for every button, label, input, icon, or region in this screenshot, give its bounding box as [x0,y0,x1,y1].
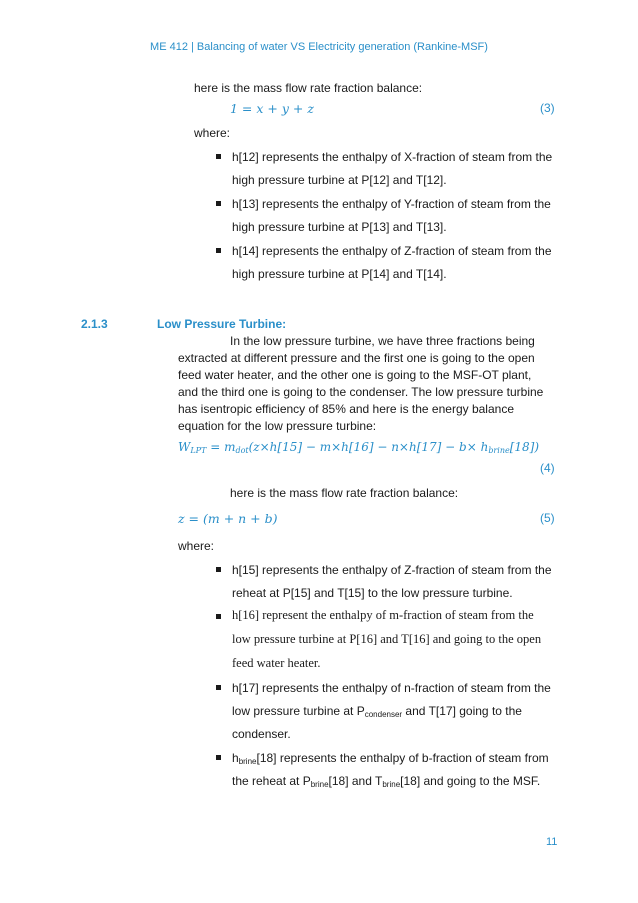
bullet-icon [216,685,221,690]
equation-number: (5) [540,511,555,525]
list-item-continued: low pressure turbine at P[16] and T[16] and going to the open [232,632,542,646]
page-header: ME 412 | Balancing of water VS Electricity generation (Rankine-MSF) [150,41,488,53]
list-item-continued: high pressure turbine at P[13] and T[13]. [232,220,447,234]
list-item-continued: low pressure turbine at $P_{condenser}$ and T[17] going to the [232,704,522,719]
paragraph-line: equation for the low pressure turbine: [178,419,377,433]
list-item-continued: the reheat at $P_{brine}[18]$ and $T_{brine}[18]$ and going to the MSF. [232,774,541,789]
where-label: where: [178,539,215,553]
list-item-continued: feed water heater. [232,656,321,670]
bullet-icon [216,154,221,159]
section-number: 2.1.3 [81,317,108,331]
list-item: h[14] represents the enthalpy of Z-fraction of steam from the [232,244,552,258]
bullet-icon [216,248,221,253]
list-item-continued: high pressure turbine at P[12] and T[12]. [232,173,447,187]
bullet-icon [216,755,221,760]
list-item: h[17] represents the enthalpy of n-fraction of steam from the [232,681,551,695]
paragraph-line: extracted at different pressure and the first one is going to the open [178,351,535,365]
list-item: h[15] represents the enthalpy of Z-fraction of steam from the [232,563,552,577]
list-item: h[13] represents the enthalpy of Y-fraction of steam from the [232,197,551,211]
list-item: h[12] represents the enthalpy of X-fraction of steam from the [232,150,553,164]
list-item: $h_{brine}[18]$ represents the enthalpy of b-fraction of steam from [232,751,549,766]
bullet-icon [216,201,221,206]
equation-number: (3) [540,101,555,115]
paragraph-line: and the third one is going to the condenser. The low pressure turbine [178,385,544,399]
equation-number: (4) [540,461,555,475]
equation-3: 1 = x + y + z [230,101,314,116]
list-item-continued: reheat at P[15] and T[15] to the low pressure turbine. [232,586,513,600]
section-title: Low Pressure Turbine: [157,317,287,331]
bullet-icon [216,614,221,619]
list-item: h[16] represent the enthalpy of m-fraction of steam from the [232,608,534,622]
paragraph-line: has isentropic efficiency of 85% and here is the energy balance [178,402,514,416]
equation-4: $W_{LPT} = m_{dot}(z\times h[15] - m\times h[16] - n\times h[17] - b\times h_{brine}[18])$ [178,440,540,455]
paragraph-line: In the low pressure turbine, we have three fractions being [230,334,535,348]
paragraph-line: feed water heater, and the other one is going to the MSF-OT plant, [178,368,532,382]
where-label: where: [194,126,231,140]
list-item-continued: high pressure turbine at P[14] and T[14]. [232,267,447,281]
list-item-continued: condenser. [232,727,291,741]
page-number: 11 [546,836,558,848]
intro-text: here is the mass flow rate fraction balance: [230,486,459,500]
equation-5: z = (m + n + b) [178,511,278,526]
bullet-icon [216,567,221,572]
intro-text: here is the mass flow rate fraction balance: [194,81,423,95]
